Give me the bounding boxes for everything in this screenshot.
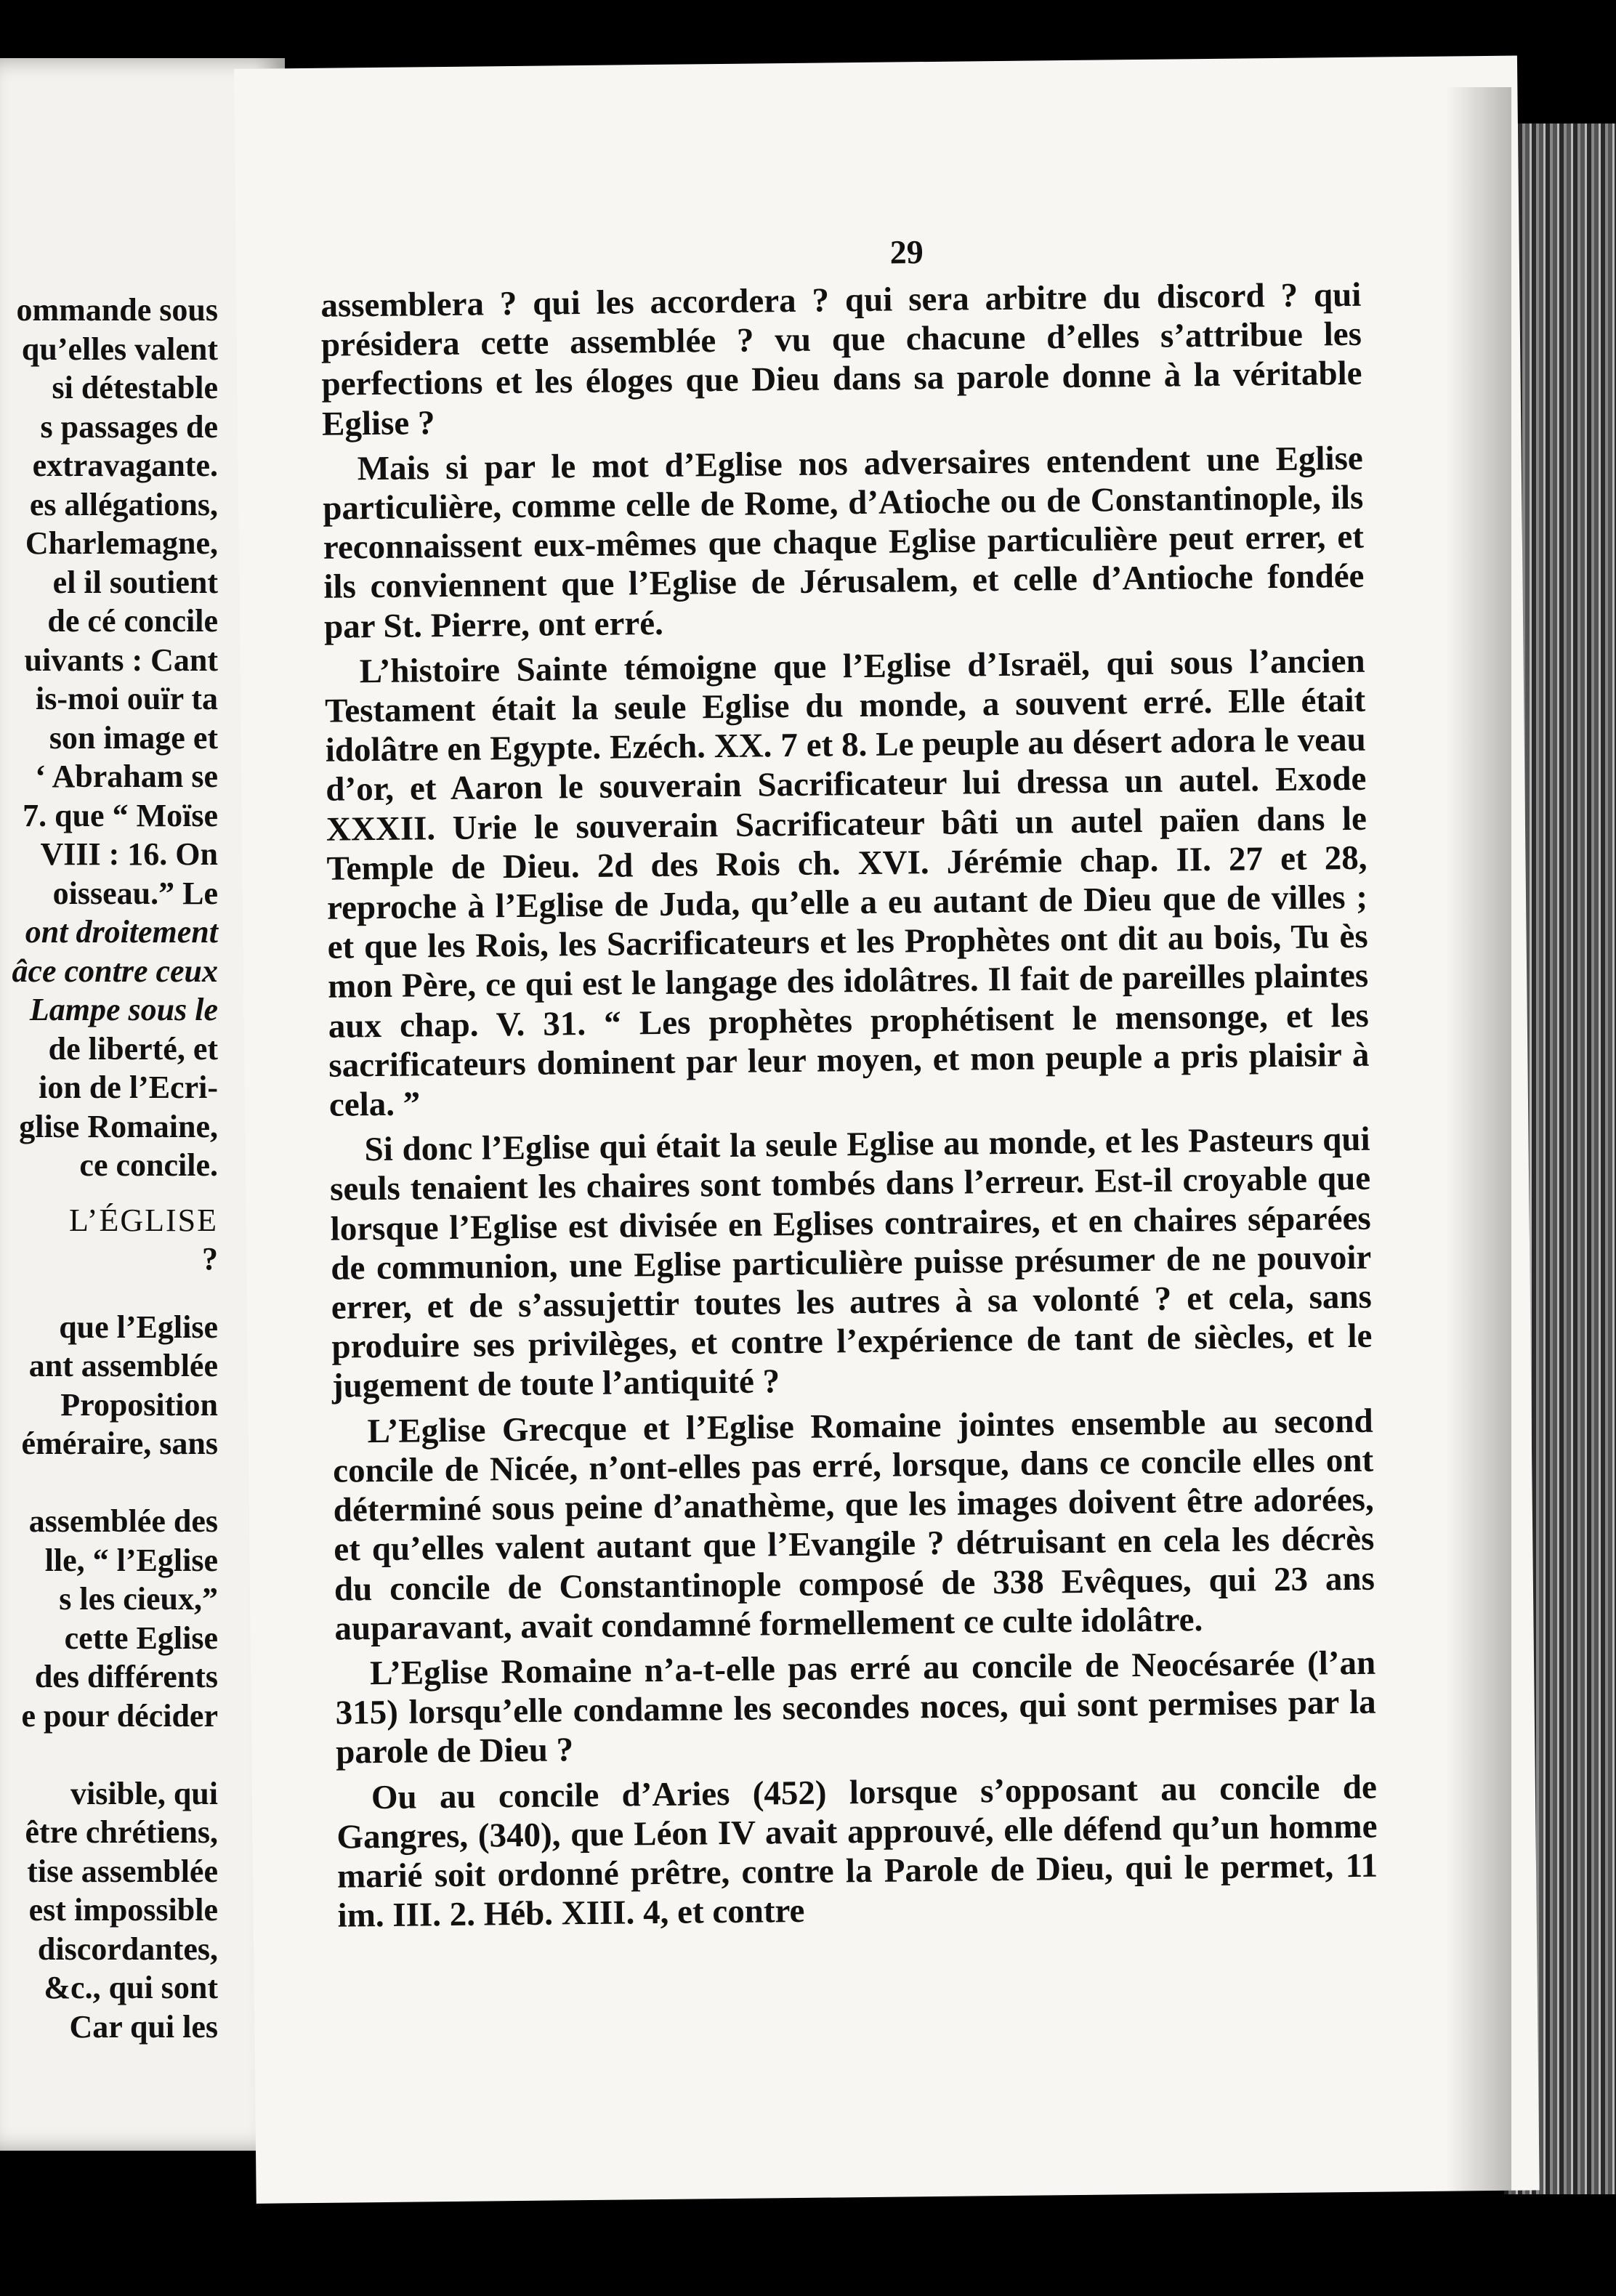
left-heading-cont: ? bbox=[202, 1241, 218, 1277]
left-line: el il soutient bbox=[52, 564, 218, 600]
left-line bbox=[0, 1463, 218, 1503]
left-line: s passages de bbox=[40, 408, 218, 445]
left-line: is-moi ouïr ta bbox=[36, 681, 218, 716]
left-line: Charlemagne, bbox=[25, 525, 218, 561]
left-line: lle, “ l’Eglise bbox=[44, 1542, 218, 1578]
left-page-text bbox=[0, 291, 218, 2046]
left-line: ce concile. bbox=[79, 1147, 218, 1183]
left-line: son image et bbox=[49, 719, 218, 756]
paragraph: L’Eglise Grecque et l’Eglise Romaine jointes ensemble au second concile de Nicée, n’ont-elles pas erré, lorsque, dans ce concile elles ont déterminé sous peine d’anathème, que les images doivent être adorées, et qu’elles valent autant que l’Evangile ? détruisant en cela les décrès du concile de Constantinople composé de 338 Evêques, qui 23 ans auparavant, avait condamné formellement ce culte idolâtre. bbox=[332, 1402, 1375, 1648]
left-line: discordantes, bbox=[37, 1931, 218, 1967]
paragraph: L’histoire Sainte témoigne que l’Eglise d’Israël, qui sous l’ancien Testament était la seule Eglise du monde, a souvent erré. Elle était idolâtre en Egypte. Ezéch. XX. 7 et 8. Le peuple au désert adora le veau d’or, et Aaron le souverain Sacrificateur lui dressa un autel. Exode XXXII. Urie le souverain Sacrificateur bâti un autel païen dans le Temple de Dieu. 2d des Rois ch. XVI. Jérémie chap. II. 27 et 28, reproche à l’Eglise de Juda, qu’elle a eu autant de Dieu que de villes ; et que les Rois, les Sacrificateurs et les Prophètes ont dit au bois, Tu ès mon Père, ce qui est le langage des idolâtres. Il fait de pareilles plaintes aux chap. V. 31. “ Les prophètes prophétisent le mensonge, et les sacrificateurs dominent par leur moyen, et mon peuple a pris plaisir à cela. ” bbox=[324, 642, 1370, 1124]
paragraph: Ou au concile d’Aries (452) lorsque s’opposant au concile de Gangres, (340), que Léon IV avait approuvé, elle défend qu’un homme marié soit ordonné prêtre, contre la Parole de Dieu, qui le permet, 11 im. III. 2. Héb. XIII. 4, et contre bbox=[336, 1768, 1378, 1935]
left-line bbox=[0, 1735, 218, 1774]
left-line: Lampe sous le bbox=[29, 992, 218, 1027]
page-body bbox=[320, 275, 1378, 1936]
left-line: des différents bbox=[34, 1659, 218, 1694]
left-line: Car qui les bbox=[69, 2008, 218, 2045]
paragraph: Si donc l’Eglise qui était la seule Eglise au monde, et les Pasteurs qui seuls tenaient les chaires sont tombés dans l’erreur. Est-il croyable que lorsque l’Eglise est divisée en Eglises contraires, et en chaires séparées de communion, une Eglise particulière puisse présumer de ne pouvoir errer, et de s’assujettir toutes les autres à sa volonté ? et cela, sans produire ses privilèges, et contre l’expérience de tant de siècles, et le jugement de toute l’antiquité ? bbox=[329, 1120, 1373, 1406]
left-line: si détestable bbox=[52, 370, 218, 405]
left-line: de liberté, et bbox=[48, 1030, 218, 1067]
left-line: ‘ Abraham se bbox=[35, 759, 218, 794]
left-line: ont droitement bbox=[25, 914, 218, 950]
left-line: cette Eglise bbox=[64, 1620, 218, 1656]
left-line: VIII : 16. On bbox=[40, 836, 218, 872]
left-line: &c., qui sont bbox=[44, 1970, 218, 2005]
left-line: uivants : Cant bbox=[24, 642, 218, 678]
left-line: ion de l’Ecri- bbox=[39, 1070, 218, 1105]
left-line: oisseau.” Le bbox=[52, 875, 218, 911]
left-line: s les cieux,” bbox=[59, 1581, 218, 1617]
left-line: es allégations, bbox=[29, 486, 218, 522]
left-line: est impossible bbox=[28, 1892, 218, 1928]
left-section-heading: L’ÉGLISE bbox=[68, 1202, 218, 1238]
left-line: e pour décider bbox=[21, 1697, 218, 1734]
left-line: ommande sous bbox=[16, 292, 218, 328]
paragraph: L’Eglise Romaine n’a-t-elle pas erré au concile de Neocésarée (l’an 315) lorsqu’elle condamne les secondes noces, qui sont permises par la parole de Dieu ? bbox=[335, 1644, 1376, 1771]
paragraph: Mais si par le mot d’Eglise nos adversaires entendent une Eglise particulière, comme celle de Rome, d’Atioche ou de Constantinople, ils reconnaissent eux-mêmes que chaque Eglise particulière peut errer, et ils conviennent que l’Eglise de Jérusalem, et celle d’Antioche fondée par St. Pierre, ont erré. bbox=[323, 439, 1365, 646]
left-line: tise assemblée bbox=[27, 1853, 218, 1889]
left-line: Proposition bbox=[60, 1386, 218, 1423]
left-line: ant assemblée bbox=[28, 1348, 218, 1383]
left-line: de cé concile bbox=[47, 603, 218, 639]
left-line: être chrétiens, bbox=[25, 1814, 218, 1850]
book-page-right bbox=[234, 56, 1540, 2204]
left-line: glise Romaine, bbox=[19, 1108, 218, 1144]
page-number: 29 bbox=[889, 233, 924, 271]
left-line: visible, qui bbox=[70, 1775, 218, 1811]
left-line: qu’elles valent bbox=[21, 331, 218, 367]
left-line: 7. que “ Moïse bbox=[23, 797, 218, 833]
left-line: extravagante. bbox=[32, 448, 218, 483]
page-gutter-shadow bbox=[1446, 87, 1511, 2194]
left-line: que l’Eglise bbox=[59, 1309, 218, 1345]
left-line: éméraire, sans bbox=[21, 1426, 218, 1461]
paragraph: assemblera ? qui les accordera ? qui sera arbitre du discord ? qui présidera cette assemblée ? vu que chacune d’elles s’attribue les perfections et les éloges que Dieu dans sa parole donne à la véritable Eglise ? bbox=[320, 275, 1362, 443]
left-line: assemblée des bbox=[28, 1503, 218, 1539]
left-line: âce contre ceux bbox=[12, 953, 218, 989]
